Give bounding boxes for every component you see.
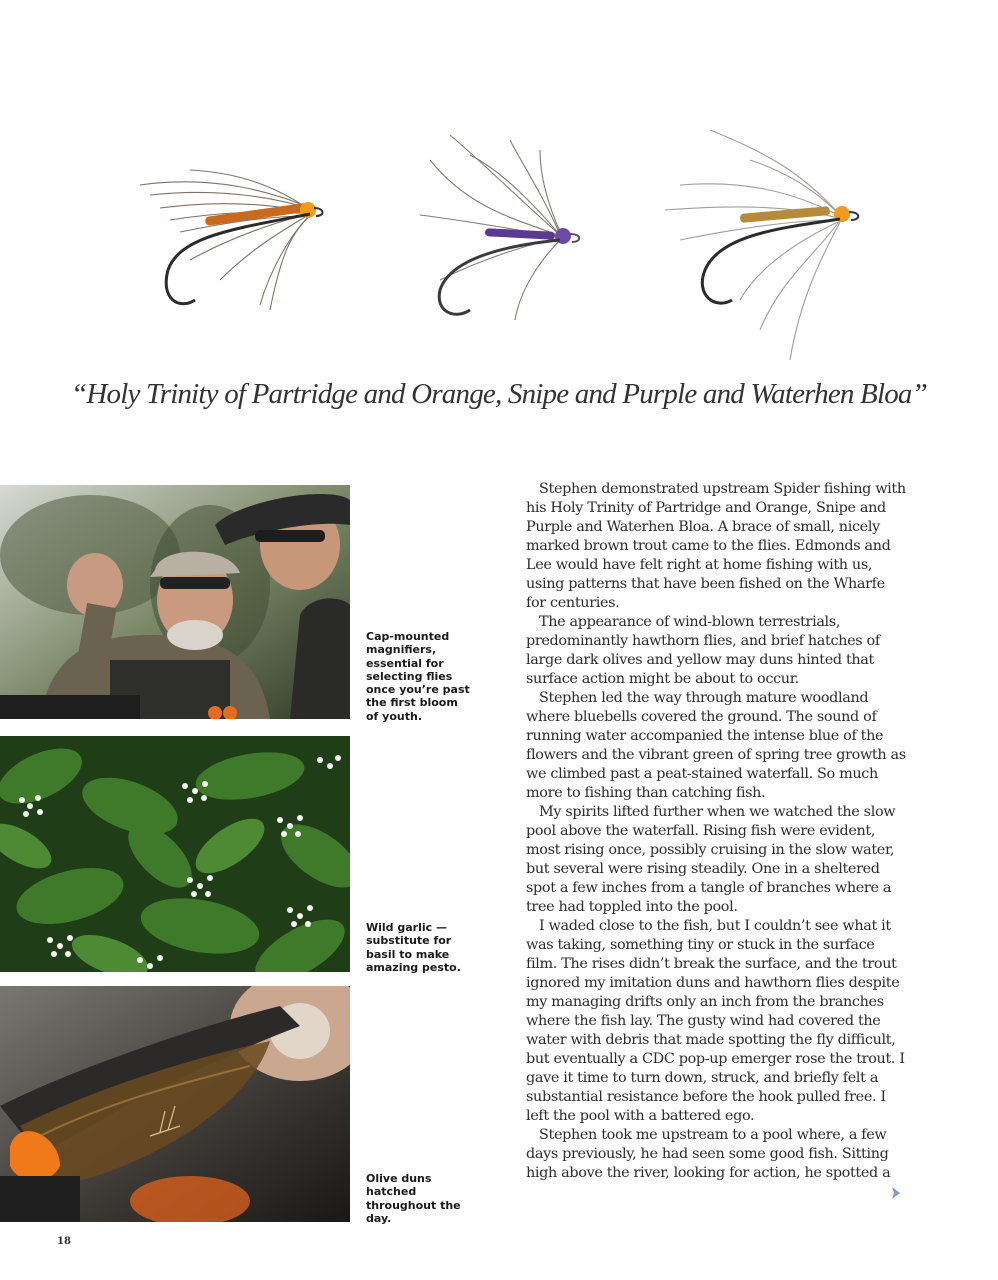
chevron-right-icon	[890, 1186, 902, 1200]
article-paragraph: The appearance of wind-blown terrestrials, predominantly hawthorn flies, and brief hatches of large dark olives and yellow may duns hinted that surface action might be about to occur.	[526, 614, 880, 687]
fly-waterhen-bloa	[665, 130, 858, 360]
fly-partridge-and-orange	[140, 170, 323, 310]
article-paragraph: I waded close to the fish, but I couldn’t see what it was taking, something tiny or stuck in the surface film. The rises didn’t break the surface, and the trout ignored my imitation duns and hawthorn flies despite my managing drifts only an inch from the branches where the fish lay. The gusty wind had covered the water with debris that made spotting the fly difficult, but eventually a CDC pop-up emerger rose the trout. I gave it time to turn down, struck, and briefly felt a substantial resistance before the hook pulled free. I left the pool with a battered ego.	[526, 918, 905, 1124]
caption-magnifiers: Cap-mounted magnifiers, essential for selecting flies once you’re past the first bloom of youth.	[366, 630, 470, 723]
article-paragraph: My spirits lifted further when we watched the slow pool above the waterfall. Rising fish were evident, most rising once, possibly cruising in the slow water, but several were rising steadily. One in a sheltered spot a few inches from a tangle of branches where a tree had toppled into the pool.	[526, 804, 896, 915]
article-paragraph: Stephen took me upstream to a pool where, a few days previously, he had seen some good fish. Sitting high above the river, looking for action, he spotted a	[526, 1127, 891, 1181]
page-number: 18	[57, 1236, 71, 1247]
caption-wild-garlic: Wild garlic — substitute for basil to make amazing pesto.	[366, 921, 461, 974]
pull-quote: “Holy Trinity of Partridge and Orange, Snipe and Purple and Waterhen Bloa”	[71, 378, 927, 410]
article-paragraph: Stephen led the way through mature woodland where bluebells covered the ground. The sound of running water accompanied the intense blue of the flowers and the vibrant green of spring tree growth as we climbed past a peat-stained waterfall. So much more to fishing than catching fish.	[526, 690, 906, 801]
article-body	[526, 480, 906, 1183]
caption-olive-duns: Olive duns hatched throughout the day.	[366, 1172, 461, 1225]
fly-snipe-and-purple	[420, 135, 579, 320]
photo-olive-dun	[0, 986, 350, 1222]
photo-wild-garlic	[0, 736, 350, 972]
article-paragraph: Stephen demonstrated upstream Spider fishing with his Holy Trinity of Partridge and Orange, Snipe and Purple and Waterhen Bloa. A brace of small, nicely marked brown trout came to the flies. Edmonds and Lee would have felt right at home fishing with us, using patterns that have been fished on the Wharfe for centuries.	[526, 481, 906, 611]
photo-anglers-magnifiers	[0, 485, 350, 719]
flies-illustration	[120, 120, 880, 370]
